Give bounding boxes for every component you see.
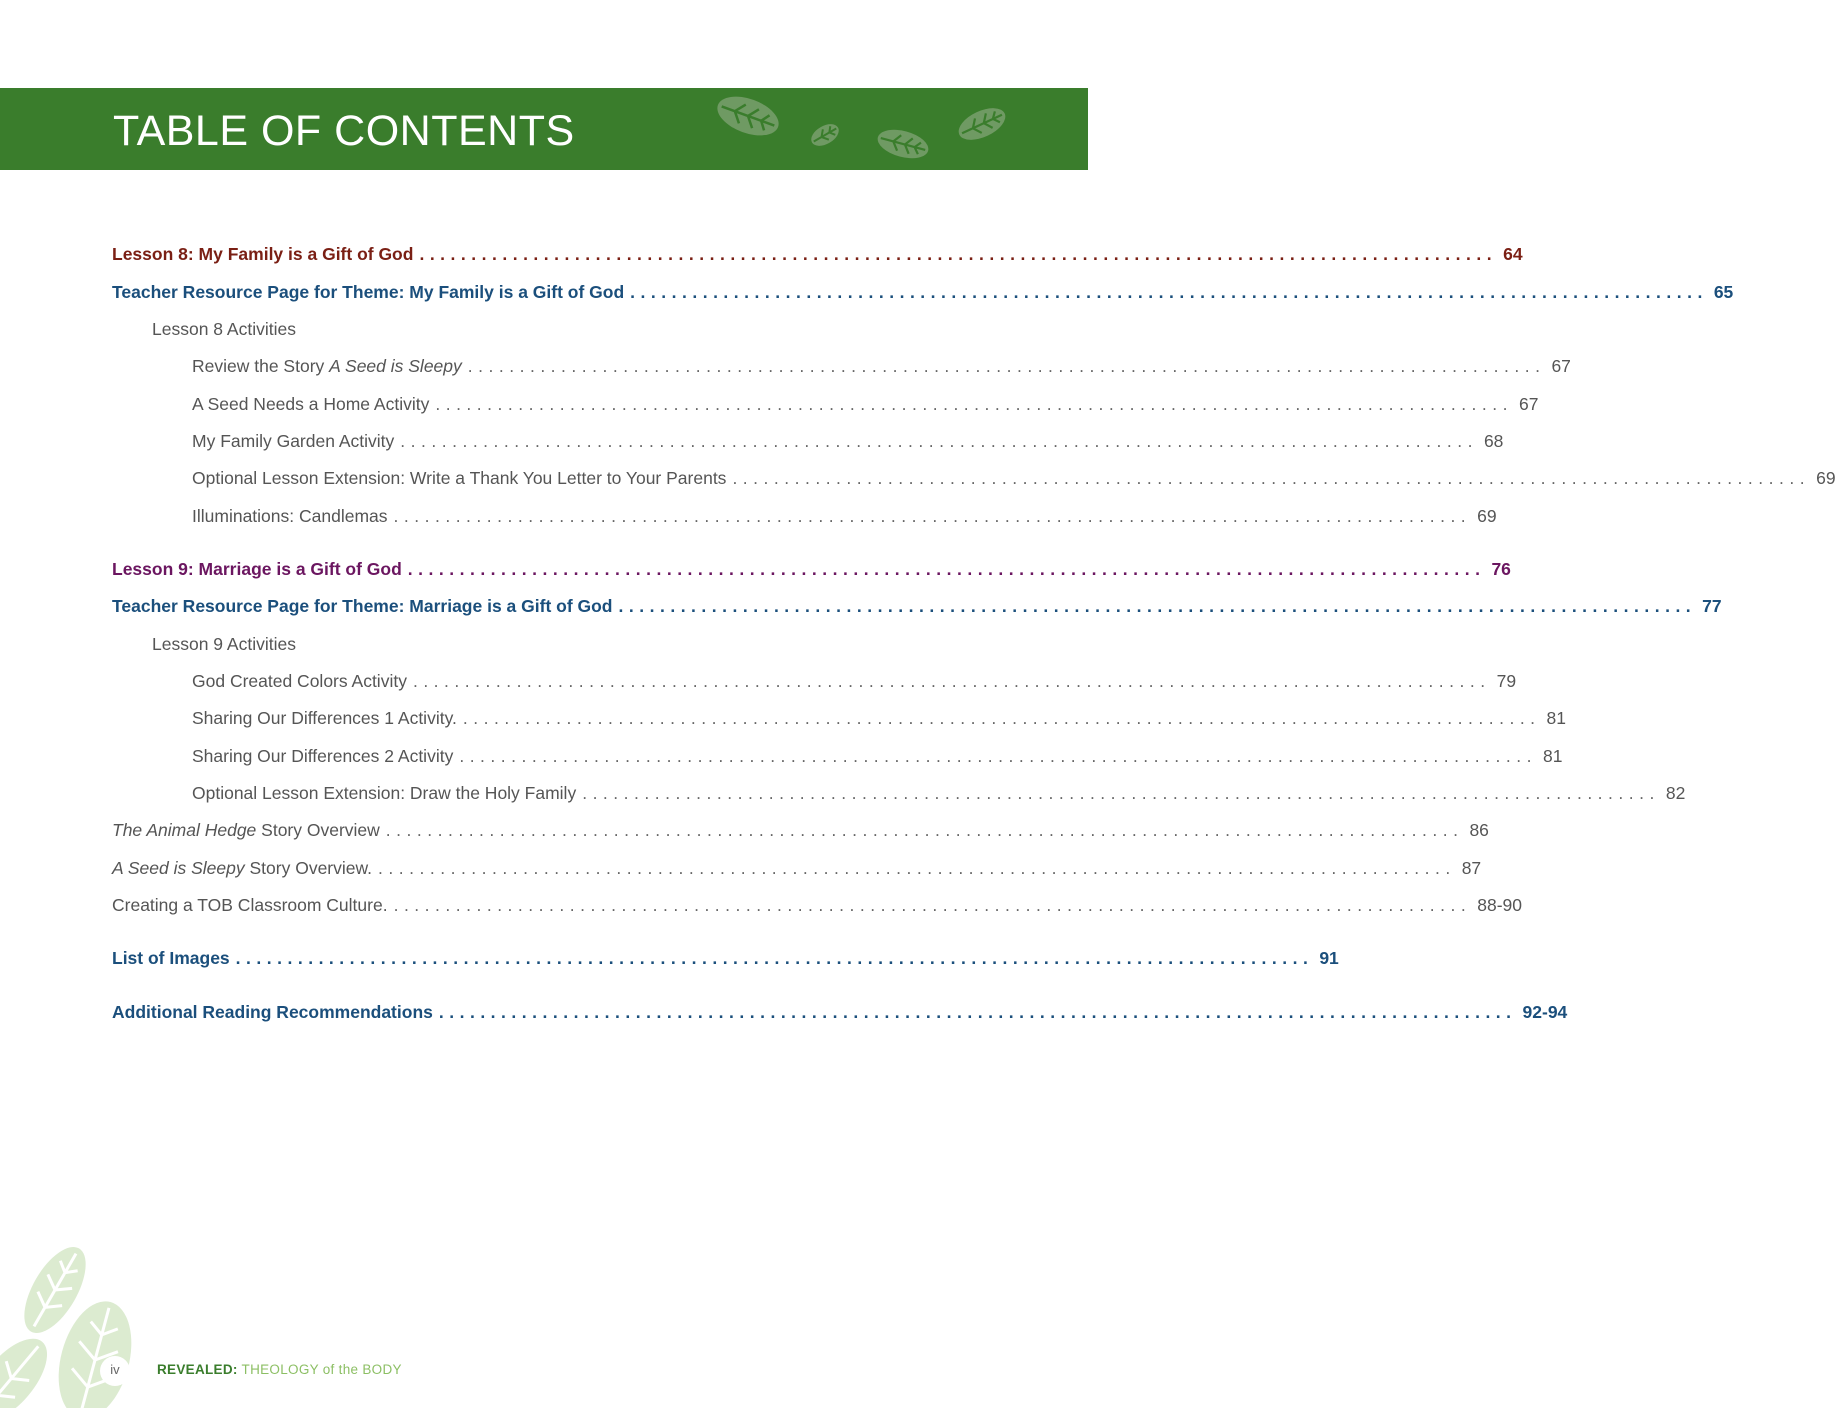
toc-entry-animal-hedge[interactable] — [112, 818, 1489, 842]
dot-leader: ........................................................................................................ — [438, 1002, 1517, 1022]
toc-title: God Created Colors Activity — [192, 671, 407, 691]
toc-entry-seed-sleepy-overview[interactable] — [112, 856, 1482, 880]
toc-page: 79 — [1496, 671, 1517, 691]
toc-page: 77 — [1702, 596, 1722, 616]
toc-title: Optional Lesson Extension: Draw the Holy Family — [192, 783, 577, 803]
toc-title: Optional Lesson Extension: Write a Thank You Letter to Your Parents — [192, 468, 727, 488]
toc-title: The Animal Hedge Story Overview — [112, 820, 380, 840]
toc-entry-thank-you-letter[interactable] — [192, 466, 1836, 490]
dot-leader: ........................................................................................................ — [393, 895, 1472, 915]
toc-page: 69 — [1816, 468, 1836, 488]
leaf-icon — [875, 125, 932, 164]
banner-leaves — [700, 88, 1088, 170]
toc-entry-seed-home[interactable] — [192, 392, 1539, 416]
leaf-icon — [712, 89, 784, 143]
toc-page: 88-90 — [1477, 895, 1522, 915]
toc-title: My Family Garden Activity — [192, 431, 395, 451]
toc-entry-lesson-9[interactable] — [112, 557, 1511, 581]
dot-leader: ........................................................................................................ — [435, 394, 1513, 414]
dot-leader: ........................................................................................................ — [582, 783, 1660, 803]
dot-leader: ........................................................................................................ — [467, 356, 1546, 376]
toc-page: 91 — [1319, 948, 1339, 968]
toc-entry-teacher-resource-8[interactable] — [112, 280, 1734, 304]
toc-page: 87 — [1461, 858, 1482, 878]
dot-leader: ........................................................................................................ — [732, 468, 1811, 488]
toc-title: Lesson 9: Marriage is a Gift of God — [112, 559, 402, 579]
toc-entry-god-created-colors[interactable] — [192, 669, 1517, 693]
toc-title: Creating a TOB Classroom Culture. — [112, 895, 388, 915]
toc-title: Lesson 8: My Family is a Gift of God — [112, 244, 414, 264]
toc-title: Sharing Our Differences 2 Activity — [192, 746, 454, 766]
toc-page: 67 — [1519, 394, 1539, 414]
toc-title: Teacher Resource Page for Theme: Marriage is a Gift of God — [112, 596, 613, 616]
toc-entry-review-story[interactable] — [192, 354, 1571, 378]
toc-title: Additional Reading Recommendations — [112, 1002, 433, 1022]
toc-entry-family-garden[interactable] — [192, 429, 1504, 453]
page-number: iv — [110, 1362, 120, 1377]
dot-leader: ........................................................................................................ — [630, 282, 1708, 302]
dot-leader: ........................................................................................................ — [459, 746, 1537, 766]
leaf-icon — [808, 120, 843, 151]
leaf-icon — [954, 102, 1010, 147]
toc-entry-reading-recommendations[interactable] — [112, 1000, 1568, 1024]
toc-title: Illuminations: Candlemas — [192, 506, 388, 526]
toc-title: Sharing Our Differences 1 Activity. — [192, 708, 457, 728]
toc-page: 68 — [1483, 431, 1504, 451]
dot-leader: ........................................................................................................ — [462, 708, 1541, 728]
toc-title: A Seed Needs a Home Activity — [192, 394, 430, 414]
toc-heading-lesson-9-activities — [152, 632, 976, 656]
dot-leader: ........................................................................................................ — [378, 858, 1456, 878]
toc-title: Lesson 9 Activities — [152, 634, 296, 654]
toc-title: List of Images — [112, 948, 230, 968]
toc-entry-list-of-images[interactable] — [112, 946, 1339, 970]
dot-leader: ........................................................................................................ — [235, 948, 1314, 968]
toc-page: 86 — [1469, 820, 1489, 840]
dot-leader: ........................................................................................................ — [407, 559, 1486, 579]
leaf-icon — [0, 1326, 61, 1408]
toc-entry-sharing-differences-1[interactable] — [192, 706, 1567, 730]
toc-page: 67 — [1551, 356, 1571, 376]
toc-title: A Seed is Sleepy Story Overview. — [112, 858, 373, 878]
brand-bold: REVEALED: — [157, 1362, 238, 1377]
dot-leader: ........................................................................................................ — [400, 431, 1478, 451]
toc-entry-tob-culture[interactable] — [112, 893, 1522, 917]
dot-leader: ........................................................................................................ — [393, 506, 1472, 526]
footer-brand — [157, 1362, 402, 1378]
toc-entry-holy-family[interactable] — [192, 781, 1686, 805]
dot-leader: ........................................................................................................ — [412, 671, 1491, 691]
toc-page: 64 — [1503, 244, 1523, 264]
toc-entry-sharing-differences-2[interactable] — [192, 744, 1563, 768]
page-title: TABLE OF CONTENTS — [113, 107, 575, 155]
dot-leader: ........................................................................................................ — [618, 596, 1697, 616]
toc-title: Teacher Resource Page for Theme: My Family is a Gift of God — [112, 282, 625, 302]
toc-entry-lesson-8[interactable] — [112, 242, 1523, 266]
toc-page: 69 — [1477, 506, 1497, 526]
toc-page: 82 — [1665, 783, 1686, 803]
dot-leader: ........................................................................................................ — [419, 244, 1498, 264]
toc-page: 92-94 — [1522, 1002, 1568, 1022]
brand-rest: THEOLOGY of the BODY — [237, 1362, 402, 1377]
toc-entry-teacher-resource-9[interactable] — [112, 594, 1722, 618]
toc-heading-lesson-8-activities — [152, 317, 976, 341]
toc-page: 76 — [1491, 559, 1511, 579]
toc-page: 81 — [1546, 708, 1567, 728]
toc-page: 65 — [1713, 282, 1734, 302]
dot-leader: ........................................................................................................ — [385, 820, 1464, 840]
toc-entry-candlemas[interactable] — [192, 504, 1497, 528]
toc-title: Review the Story A Seed is Sleepy — [192, 356, 462, 376]
toc-page: 81 — [1542, 746, 1563, 766]
toc-title: Lesson 8 Activities — [152, 319, 296, 339]
